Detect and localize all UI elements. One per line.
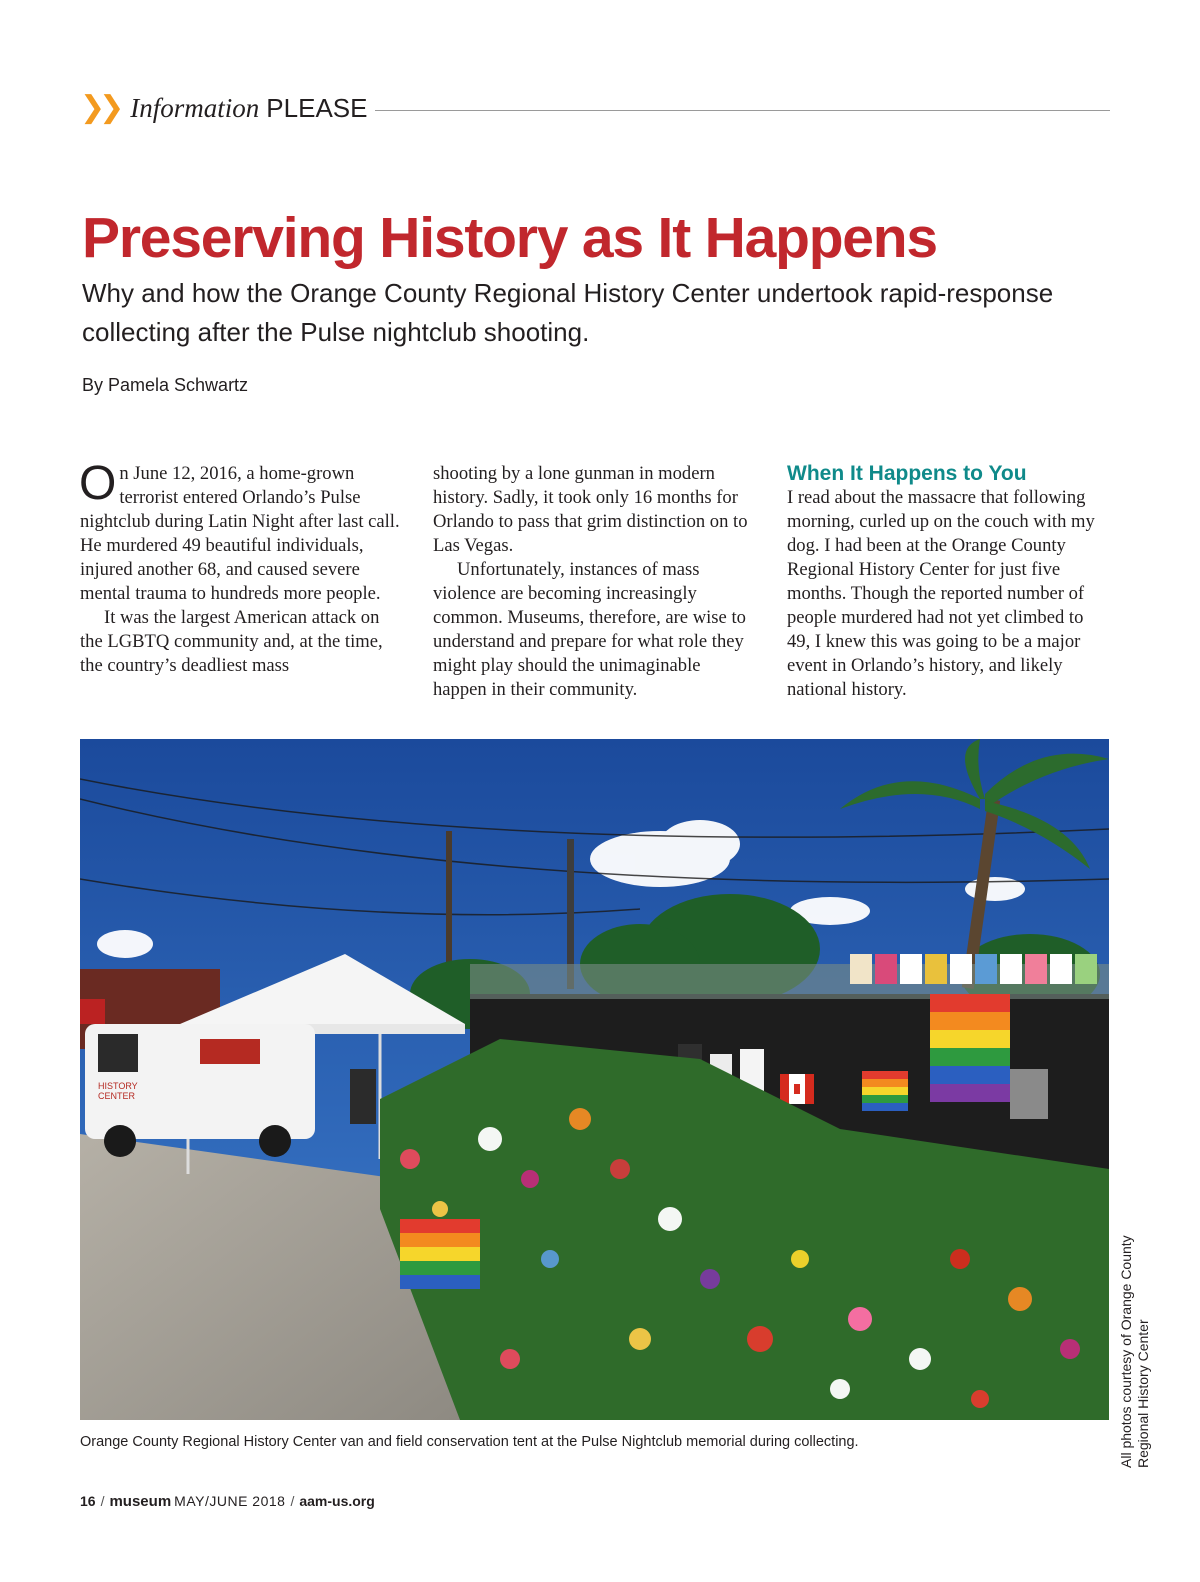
section-label-caps: PLEASE xyxy=(266,92,368,123)
paragraph: shooting by a lone gunman in modern history. Sadly, it took only 16 months for Orlando to pass that grim distinction on to Las Vegas. xyxy=(433,463,748,556)
canada-flag xyxy=(780,1074,814,1104)
body-column-3 xyxy=(787,462,1109,702)
page-footer xyxy=(80,1493,375,1510)
magazine-name: museum xyxy=(109,1493,172,1510)
page-number: 16 xyxy=(80,1493,96,1509)
issue-date: MAY/JUNE 2018 xyxy=(174,1493,286,1509)
body-column-2 xyxy=(433,462,755,702)
small-rainbow-flag xyxy=(862,1071,908,1111)
photo-credit xyxy=(1118,1208,1152,1468)
section-header xyxy=(80,88,1110,128)
section-rule xyxy=(375,110,1110,111)
article-subtitle: Why and how the Orange County Regional History Center undertook rapid-response collecting after the Pulse nightclub shooting. xyxy=(82,278,1054,347)
section-heading: When It Happens to You xyxy=(787,462,1027,485)
van xyxy=(85,1024,315,1157)
paragraph: n June 12, 2016, a home-grown terrorist entered Orlando’s Pulse nightclub during Latin Night after last call. He murdered 49 beautiful individuals, injured another 68, and caused severe mental trauma to hundreds more people. xyxy=(80,463,400,604)
footer-separator: / xyxy=(290,1493,295,1509)
photo-caption: Orange County Regional History Center van and field conservation tent at the Pulse Nightclub memorial during collecting. xyxy=(80,1434,859,1450)
double-chevron-right-icon: ❯❯ xyxy=(80,90,119,125)
paragraph: Unfortunately, instances of mass violence are becoming increasingly common. Museums, therefore, are wise to understand and prepare for what role they might play should the unimaginable happen in their community. xyxy=(433,559,746,700)
rainbow-flag xyxy=(930,994,1010,1102)
paragraph: I read about the massacre that following morning, curled up on the couch with my dog. I had been at the Orange County Regional History Center for just five months. Though the reported number of people murdered had not yet climbed to 49, I knew this was going to be a major event in Orlando’s history, and likely national history. xyxy=(787,487,1095,700)
van-text: HISTORY xyxy=(98,1081,138,1091)
byline: By Pamela Schwartz xyxy=(82,375,249,395)
photo-credit-line: All photos courtesy of Orange County xyxy=(1118,1235,1134,1468)
paragraph: It was the largest American attack on the LGBTQ community and, at the time, the country’s deadliest mass xyxy=(80,607,383,676)
body-column-1 xyxy=(79,457,402,678)
photo-credit-line: Regional History Center xyxy=(1135,1319,1151,1468)
section-label-italic: Information xyxy=(130,92,260,123)
memorial-photo xyxy=(80,739,1109,1420)
article-title: Preserving History as It Happens xyxy=(82,206,937,270)
van-text: CENTER xyxy=(98,1091,136,1101)
website-link[interactable]: aam-us.org xyxy=(299,1493,375,1509)
drop-cap: O xyxy=(79,457,117,510)
footer-separator: / xyxy=(100,1493,105,1509)
